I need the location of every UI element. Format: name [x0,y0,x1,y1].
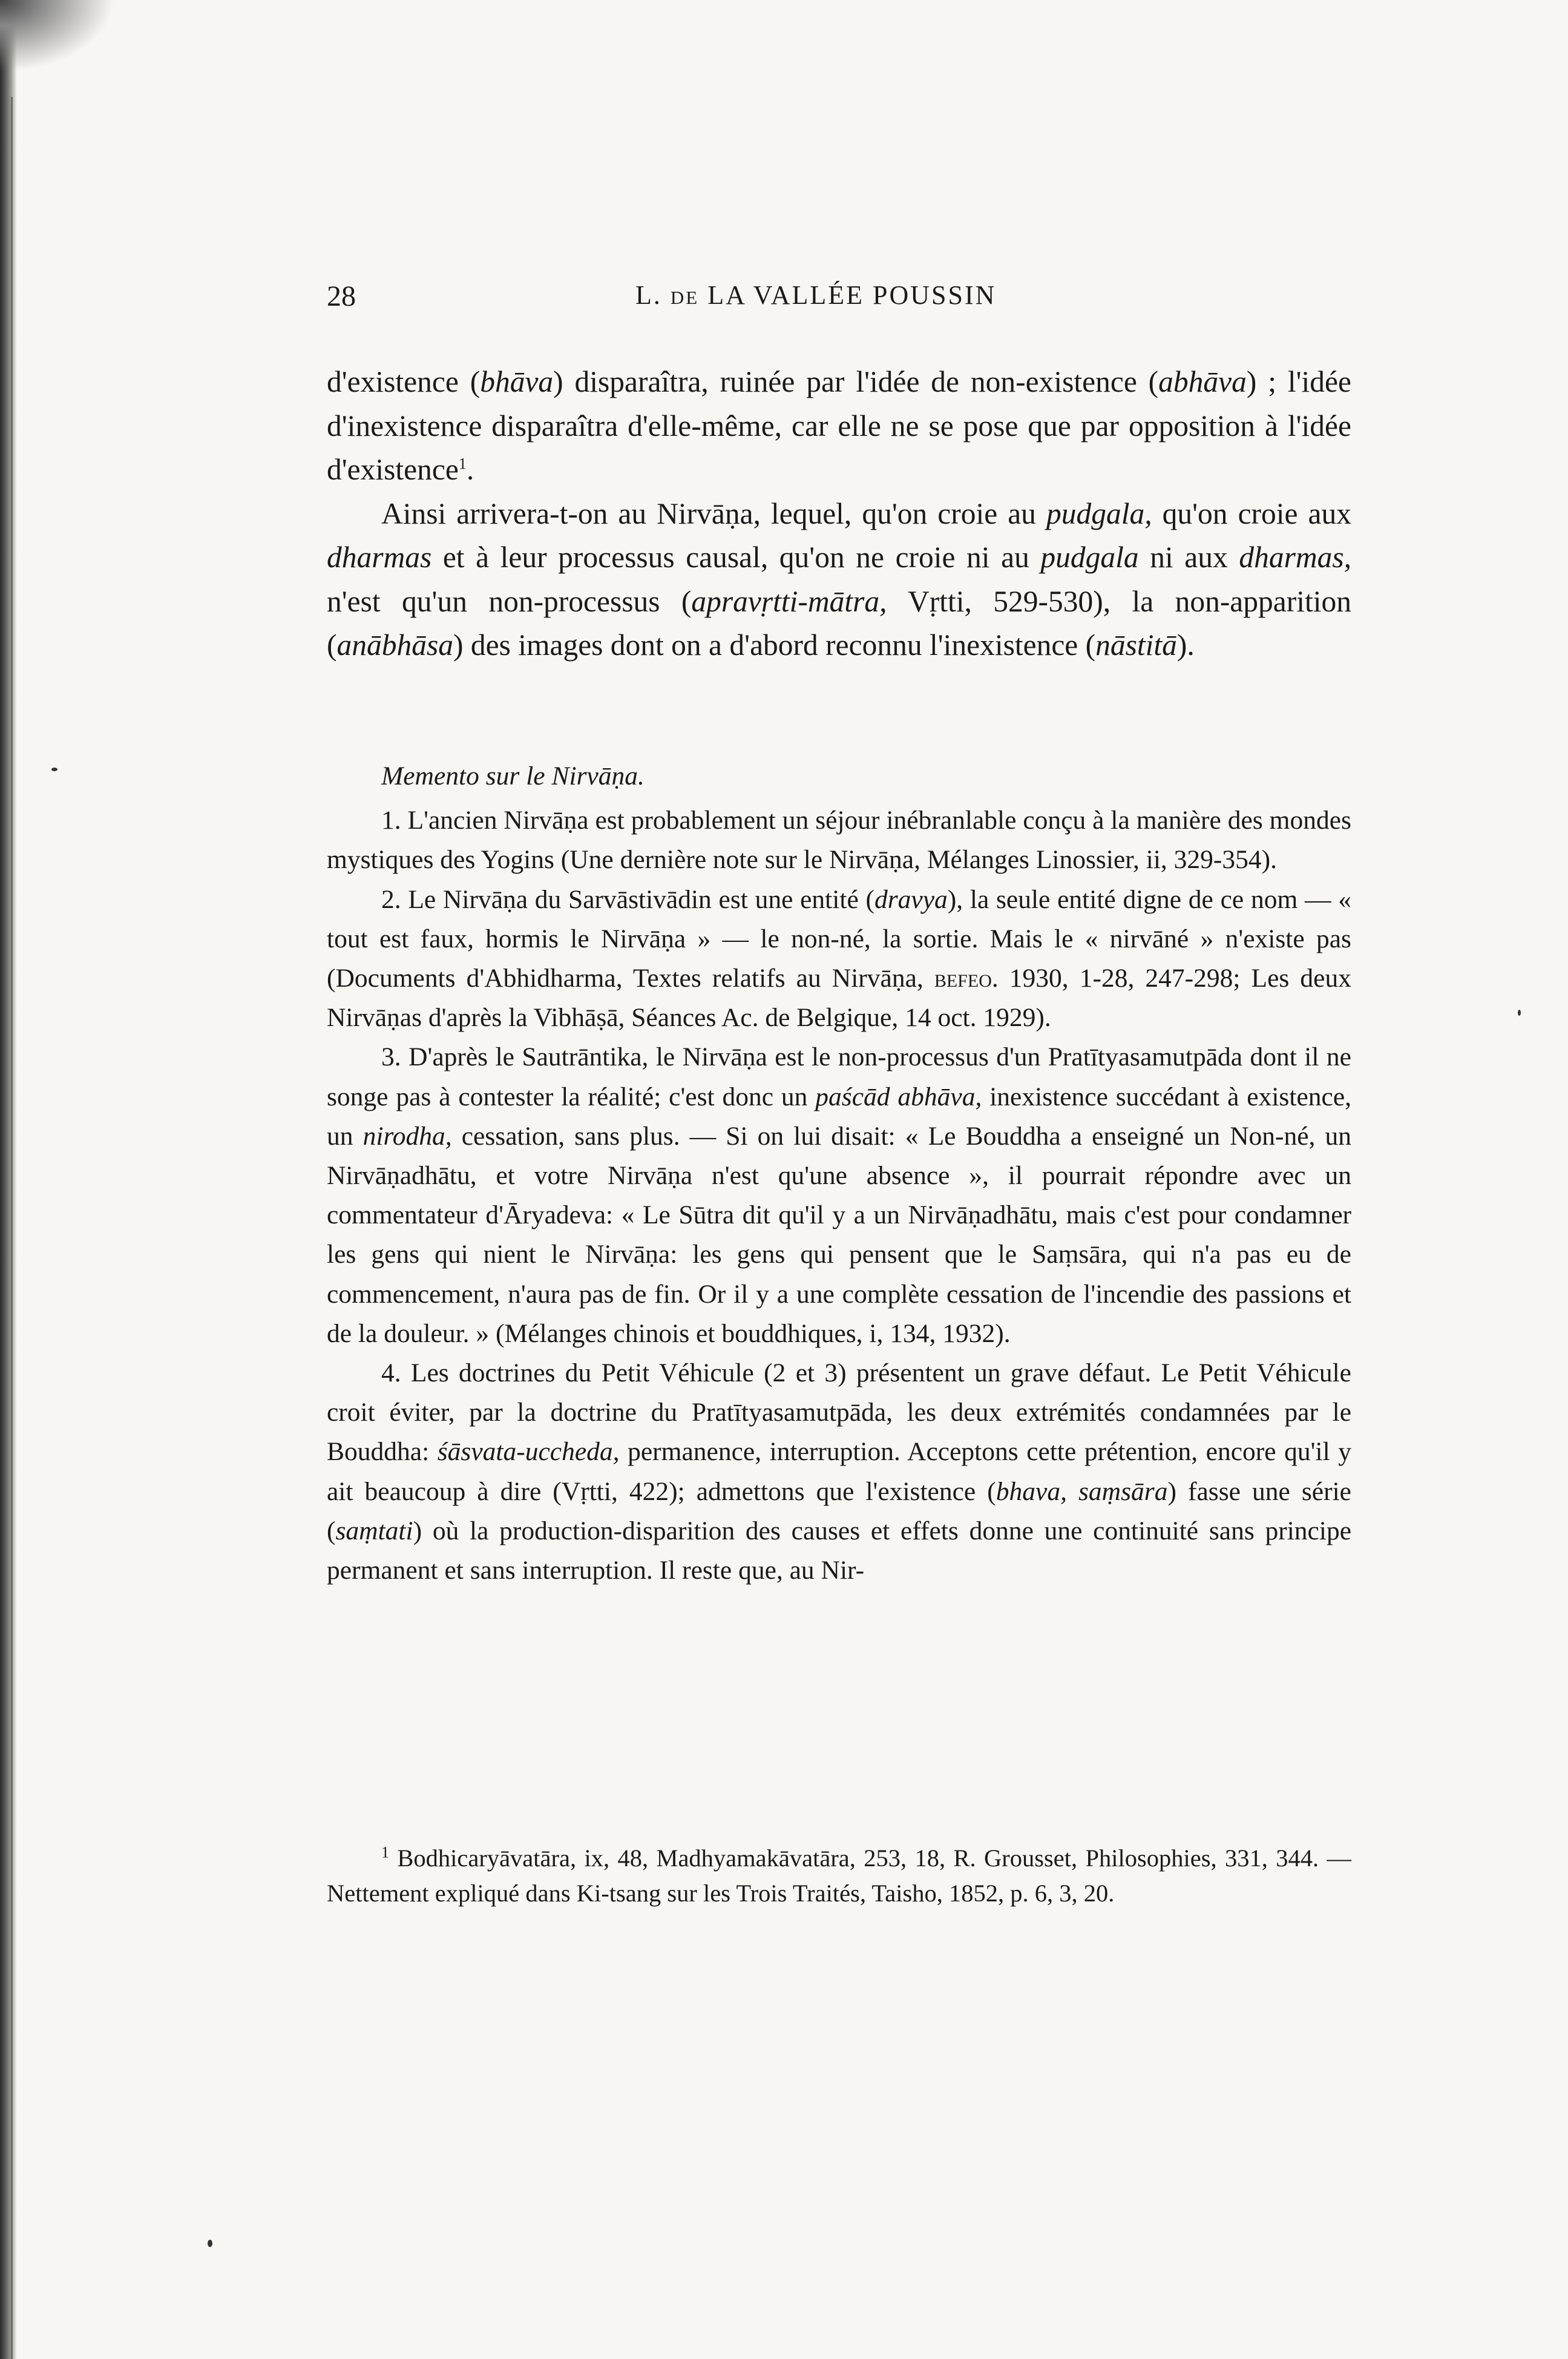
header-author: L. de LA VALLÉE POUSSIN [635,280,997,310]
memento-item-1: 1. L'ancien Nirvāṇa est probablement un séjour inébranlable conçu à la manière des mondes mystiques des Yogins (Une dernière note sur le Nirvāṇa, Mélanges Linossier, ii, 329-354). [327,806,1351,875]
footnote-marker: 1 [381,1843,389,1861]
paragraph-continued: d'existence (bhāva) disparaîtra, ruinée par l'idée de non-existence (abhāva) ; l'idée d'inexistence disparaîtra d'elle-même, car elle ne se pose que par opposition à l'idée d'existence$^1$. [327,365,1351,486]
scan-speck [1518,1010,1521,1016]
footnote: $^1$ Bodhicaryāvatāra, ix, 48, Madhyamakāvatāra, 253, 18, R. Grousset, Philosophies, 331, 344. — Nettement expliqué dans Ki-tsang sur les Trois Traités, Taisho, 1852, p. 6, 3, 20. [327,1843,1351,1907]
running-head [327,280,1356,322]
memento-section [327,757,1351,1590]
memento-item-4: 4. Les doctrines du Petit Véhicule (2 et 3) présentent un grave défaut. Le Petit Véhicule croit éviter, par la doctrine du Pratītyasamutpāda, les deux extrémités condamnées par le Bouddha: śāsvata-uccheda, permanence, interruption. Acceptons cette prétention, encore qu'il y ait beaucoup à dire (Vṛtti, 422); admettons que l'existence (bhava, saṃsāra) fasse une série (saṃtati) où la production-disparition des causes et effets donne une continuité sans principe permanent et sans interruption. Il reste que, au Nir- [327,1358,1351,1585]
paragraph-nirvana: Ainsi arrivera-t-on au Nirvāṇa, lequel, qu'on croie au pudgala, qu'on croie aux dharmas et à leur processus causal, qu'on ne croie ni au pudgala ni aux dharmas, n'est qu'un non-processus (apravṛtti-mātra, Vṛtti, 529-530), la non-apparition (anābhāsa) des images dont on a d'abord reconnu l'inexistence (nāstitā). [327,496,1351,662]
footnote-reference[interactable]: 1 [458,455,467,473]
memento-title: Memento sur le Nirvāṇa. [381,762,645,791]
book-spine-shadow [0,0,17,2359]
memento-item-2: 2. Le Nirvāṇa du Sarvāstivādin est une entité (dravya), la seule entité digne de ce nom — « tout est faux, hormis le Nirvāṇa » — le non-né, la sortie. Mais le « nirvāné » n'existe pas (Documents d'Abhidharma, Textes relatifs au Nirvāṇa, befeo. 1930, 1-28, 247-298; Les deux Nirvāṇas d'après la Vibhāṣā, Séances Ac. de Belgique, 14 oct. 1929). [327,884,1351,1033]
scan-speck [208,2240,212,2247]
page-number: 28 [327,280,356,312]
memento-item-3: 3. D'après le Sautrāntika, le Nirvāṇa est le non-processus d'un Pratītyasamutpāda dont il ne songe pas à contester la réalité; c'est donc un paścād abhāva, inexistence succédant à existence, un nirodha, cessation, sans plus. — Si on lui disait: « Le Bouddha a enseigné un Non-né, un Nirvāṇadhātu, et votre Nirvāṇa n'est qu'une absence », il pourrait répondre avec un commentateur d'Āryadeva: « Le Sūtra dit qu'il y a un Nirvāṇadhātu, mais c'est pour condamner les gens qui nient le Nirvāṇa: les gens qui pensent que le Saṃsāra, qui n'a pas eu de commencement, n'aura pas de fin. Or il y a une complète cessation de l'incendie des passions et de la douleur. » (Mélanges chinois et bouddhiques, i, 134, 1932). [327,1042,1352,1348]
scan-corner-shadow [0,0,115,73]
main-text [327,360,1351,668]
gutter-line [11,97,13,2359]
scan-speck [51,768,57,771]
